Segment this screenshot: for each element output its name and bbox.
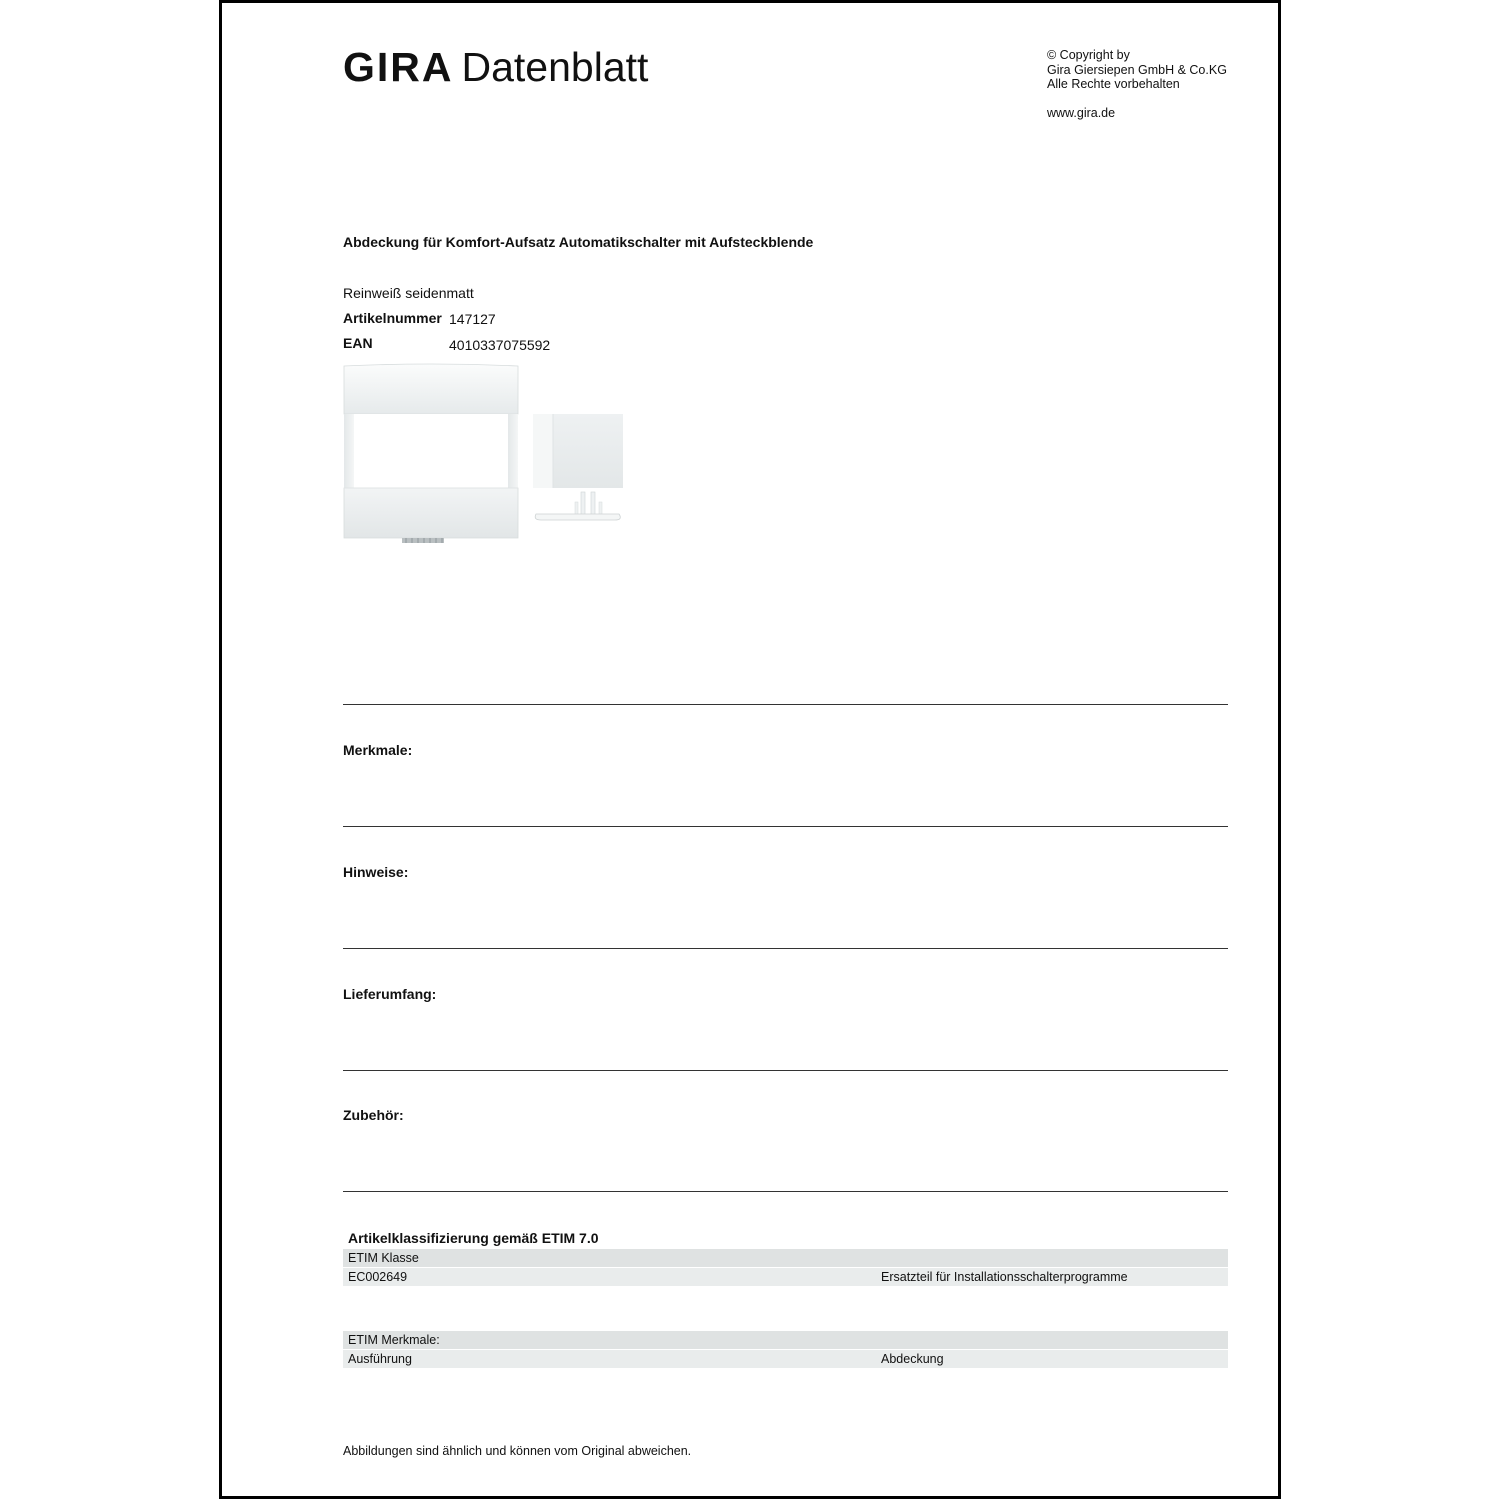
section-divider (343, 1191, 1228, 1192)
clip-on-cap-image (531, 410, 627, 522)
etim-class-name: Ersatzteil für Installationsschalterprogramme (881, 1270, 1128, 1284)
section-heading-lieferumfang: Lieferumfang: (343, 986, 437, 1002)
etim-feature-value: Abdeckung (881, 1352, 944, 1366)
etim-class-header-row (343, 1249, 1228, 1267)
website-link[interactable]: www.gira.de (1047, 105, 1116, 120)
section-divider (343, 826, 1228, 827)
copyright-line: © Copyright by (1047, 48, 1130, 62)
etim-class-code: EC002649 (348, 1270, 408, 1284)
etim-features-header-row (343, 1331, 1228, 1349)
etim-feature-name: Ausführung (348, 1352, 412, 1366)
article-number-label: Artikelnummer (343, 310, 442, 326)
brand-name: GIRA (343, 44, 454, 90)
copyright-line: Gira Giersiepen GmbH & Co.KG (1047, 62, 1227, 77)
etim-title: Artikelklassifizierung gemäß ETIM 7.0 (348, 1230, 599, 1246)
etim-class-header: ETIM Klasse (348, 1251, 419, 1265)
section-heading-hinweise: Hinweise: (343, 864, 409, 880)
etim-class-row (343, 1268, 1228, 1286)
document-type: Datenblatt (461, 44, 649, 90)
article-number-value: 147127 (449, 311, 496, 327)
footer-disclaimer: Abbildungen sind ähnlich und können vom Original abweichen. (343, 1444, 692, 1458)
section-divider (343, 948, 1228, 949)
ean-label: EAN (343, 335, 373, 351)
etim-feature-row (343, 1350, 1228, 1368)
gira-logo (343, 44, 648, 90)
etim-features-header: ETIM Merkmale: (348, 1333, 440, 1347)
cover-frame-image (342, 362, 524, 546)
section-divider (343, 704, 1228, 705)
copyright-line: Alle Rechte vorbehalten (1047, 77, 1180, 91)
product-variant: Reinweiß seidenmatt (343, 285, 474, 301)
section-divider (343, 1070, 1228, 1071)
section-heading-zubehoer: Zubehör: (343, 1107, 404, 1123)
product-title: Abdeckung für Komfort-Aufsatz Automatikschalter mit Aufsteckblende (343, 234, 814, 250)
copyright-block (1047, 48, 1227, 120)
section-heading-merkmale: Merkmale: (343, 742, 413, 758)
ean-value: 4010337075592 (449, 337, 551, 353)
